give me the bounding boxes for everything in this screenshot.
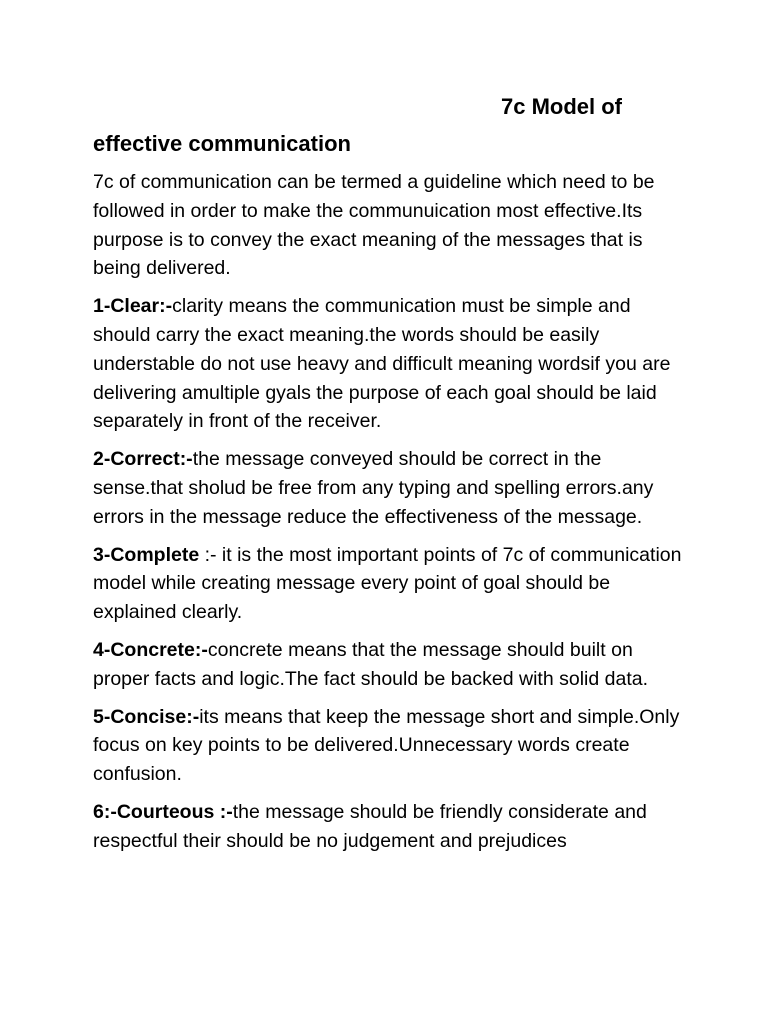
section-label: 4-Concrete:- <box>93 638 208 661</box>
section-label: 6:-Courteous :- <box>93 800 233 823</box>
document-content <box>93 88 683 856</box>
section-complete <box>93 541 683 627</box>
document-title <box>93 88 683 162</box>
section-label: 2-Correct:- <box>93 448 193 471</box>
section-courteous <box>93 798 683 856</box>
section-text: its means that keep the message short and simple.Only focus on key points to be delivered.Unnecessary words create confusion. <box>93 705 680 786</box>
section-concrete <box>93 636 683 694</box>
section-text: clarity means the communication must be simple and should carry the exact meaning.the words should be easily understable do not use heavy and difficult meaning wordsif you are delivering amultiple gyals the purpose of each goal should be laid separately in front of the receiver. <box>93 295 671 433</box>
section-clear <box>93 292 683 436</box>
title-line-2: effective communication <box>93 131 351 156</box>
section-concise <box>93 703 683 789</box>
section-text: the message should be friendly considerate and respectful their should be no judgement and prejudices <box>93 800 647 852</box>
section-text: :- it is the most important points of 7c of communication model while creating message every point of goal should be explained clearly. <box>93 543 682 624</box>
intro-paragraph: 7c of communication can be termed a guideline which need to be followed in order to make the communuication most effective.Its purpose is to convey the exact meaning of the messages that is being delivered. <box>93 171 655 280</box>
section-text: the message conveyed should be correct in the sense.that sholud be free from any typing and spelling errors.any errors in the message reduce the effectiveness of the message. <box>93 448 654 528</box>
section-label: 3-Complete <box>93 543 200 566</box>
section-correct <box>93 445 683 531</box>
title-line-1: 7c Model of <box>501 94 623 119</box>
section-text: concrete means that the message should built on proper facts and logic.The fact should be backed with solid data. <box>93 638 648 690</box>
section-label: 5-Concise:- <box>93 705 200 728</box>
section-label: 1-Clear:- <box>93 295 173 318</box>
